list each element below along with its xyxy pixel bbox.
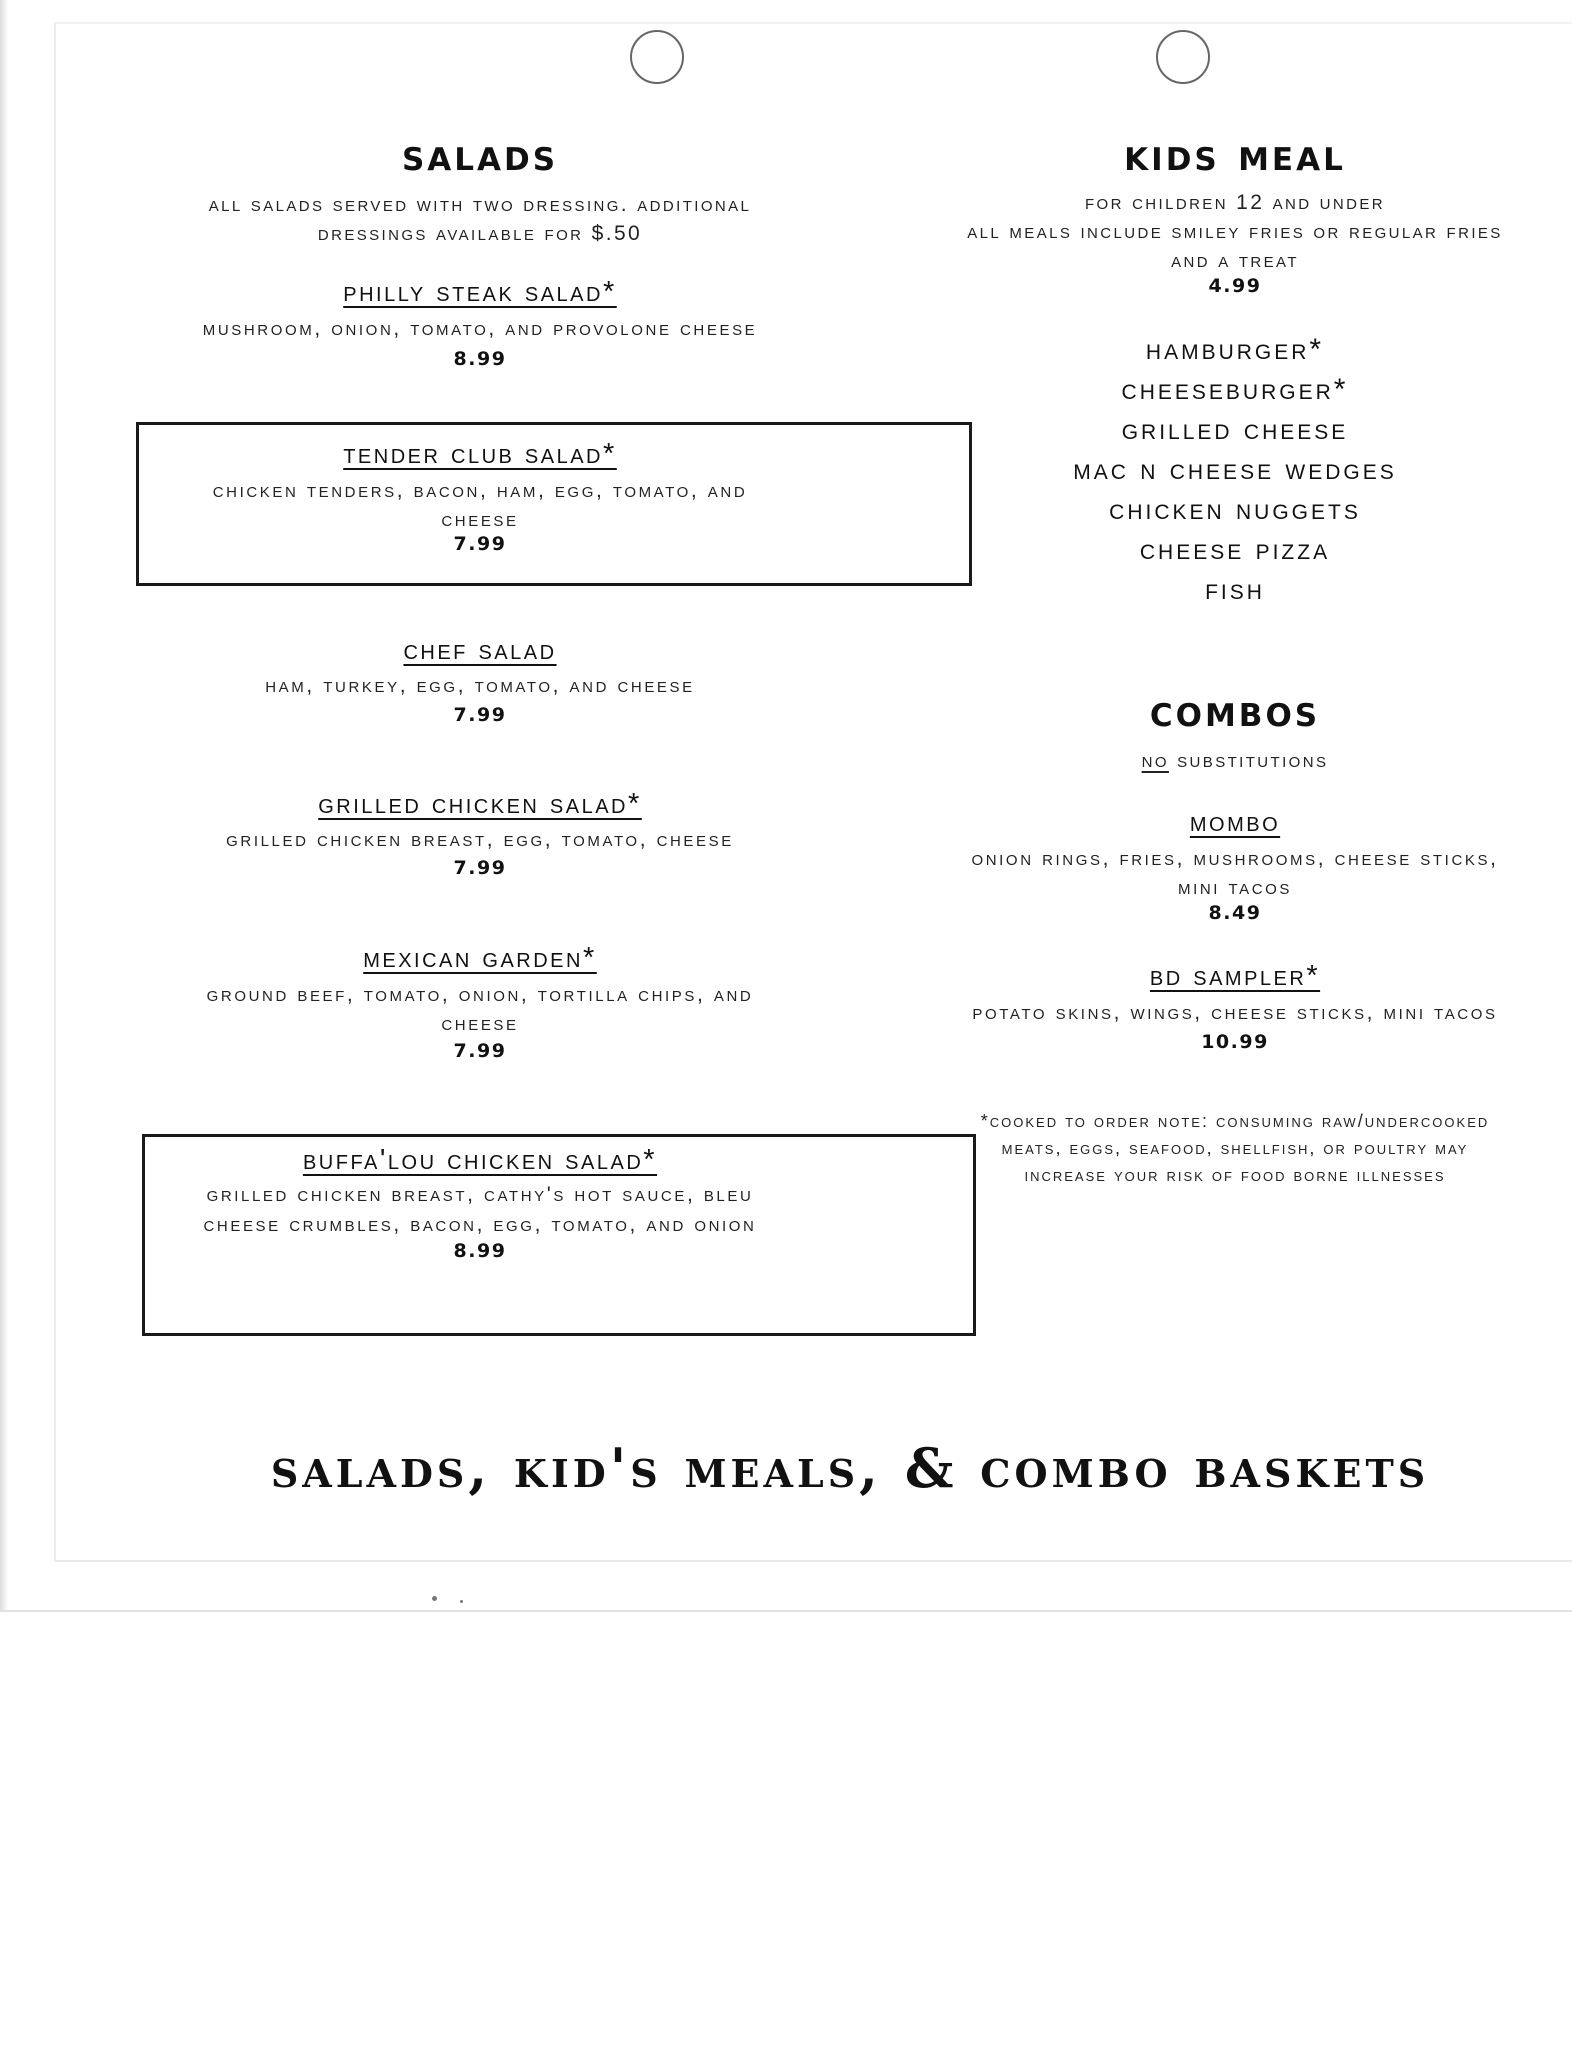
- menu-item-name: mexican garden*: [363, 942, 597, 974]
- footer-title: salads, kid's meals, & combo baskets: [270, 1436, 1430, 1500]
- kids-note-line1: for children 12 and under: [1084, 191, 1386, 214]
- menu-item-name: mombo: [1189, 806, 1281, 838]
- menu-item-desc: cheese: [441, 508, 519, 531]
- menu-item-desc: grilled chicken breast, egg, tomato, cheese: [226, 828, 734, 851]
- salads-note-line1: all salads served with two dressing. additional: [208, 193, 752, 216]
- paper-speck: [460, 1600, 463, 1603]
- kids-title: kids meal: [1124, 130, 1346, 181]
- menu-item-name: grilled chicken salad*: [318, 788, 642, 820]
- paper-speck: [432, 1596, 437, 1601]
- menu-item-desc: onion rings, fries, mushrooms, cheese sticks,: [971, 847, 1499, 870]
- menu-item-name: tender club salad*: [343, 438, 617, 470]
- menu-item-name: chef salad: [403, 634, 557, 666]
- kids-note-line3: and a treat: [1171, 249, 1299, 272]
- combos-note-underlined: no: [1141, 749, 1169, 772]
- menu-item-desc: cheese: [441, 1012, 519, 1035]
- salads-title: salads: [401, 130, 559, 181]
- list-item: cheeseburger*: [1121, 373, 1349, 406]
- combos-title: combos: [1149, 686, 1321, 737]
- menu-item-price: 7.99: [453, 533, 507, 555]
- kids-note-line2: all meals include smiley fries or regular fries: [967, 220, 1503, 243]
- list-item: fish: [1205, 573, 1265, 606]
- menu-item-desc: chicken tenders, bacon, ham, egg, tomato, and: [212, 479, 748, 502]
- menu-item-price: 8.49: [1208, 902, 1262, 924]
- list-item: chicken nuggets: [1109, 493, 1361, 526]
- kids-meal-list: [880, 330, 1572, 610]
- menu-item-desc: mushroom, onion, tomato, and provolone cheese: [202, 317, 758, 340]
- disclaimer-line2: meats, eggs, seafood, shellfish, or poultry may: [1001, 1138, 1469, 1158]
- menu-item-name: buffa'lou chicken salad*: [302, 1144, 658, 1176]
- list-item: grilled cheese: [1121, 413, 1349, 446]
- menu-item-price: 8.99: [453, 1240, 507, 1262]
- menu-item-price: 7.99: [453, 1040, 507, 1062]
- menu-item-price: 8.99: [453, 348, 507, 370]
- kids-combos-column: [880, 0, 1572, 1400]
- disclaimer-line1: *cooked to order note: consuming raw/undercooked: [980, 1111, 1490, 1131]
- list-item: cheese pizza: [1139, 533, 1331, 566]
- list-item: hamburger*: [1145, 333, 1325, 366]
- combos-note: [880, 746, 1572, 775]
- disclaimer-line3: increase your risk of food borne illnesses: [1024, 1165, 1446, 1185]
- menu-item-desc: mini tacos: [1177, 876, 1293, 899]
- menu-item-desc: ground beef, tomato, onion, tortilla chips, and: [206, 983, 754, 1006]
- combos-note-rest: substitutions: [1168, 749, 1329, 772]
- salads-note-line2: dressings available for $.50: [317, 222, 643, 245]
- kids-price: 4.99: [1208, 275, 1262, 297]
- menu-item-desc: cheese crumbles, bacon, egg, tomato, and onion: [203, 1213, 757, 1236]
- menu-item-desc: potato skins, wings, cheese sticks, mini tacos: [972, 1001, 1498, 1024]
- menu-item-name: bd sampler*: [1149, 960, 1321, 992]
- menu-item-price: 7.99: [453, 704, 507, 726]
- menu-item-price: 10.99: [1201, 1031, 1269, 1053]
- salads-column: [130, 0, 830, 1400]
- sheet-edge: [0, 0, 8, 1610]
- menu-item-name: philly steak salad*: [343, 276, 617, 308]
- list-item: mac n cheese wedges: [1073, 453, 1397, 486]
- menu-item-desc: ham, turkey, egg, tomato, and cheese: [265, 674, 695, 697]
- menu-item-desc: grilled chicken breast, cathy's hot sauce, bleu: [206, 1183, 754, 1206]
- menu-item-price: 7.99: [453, 857, 507, 879]
